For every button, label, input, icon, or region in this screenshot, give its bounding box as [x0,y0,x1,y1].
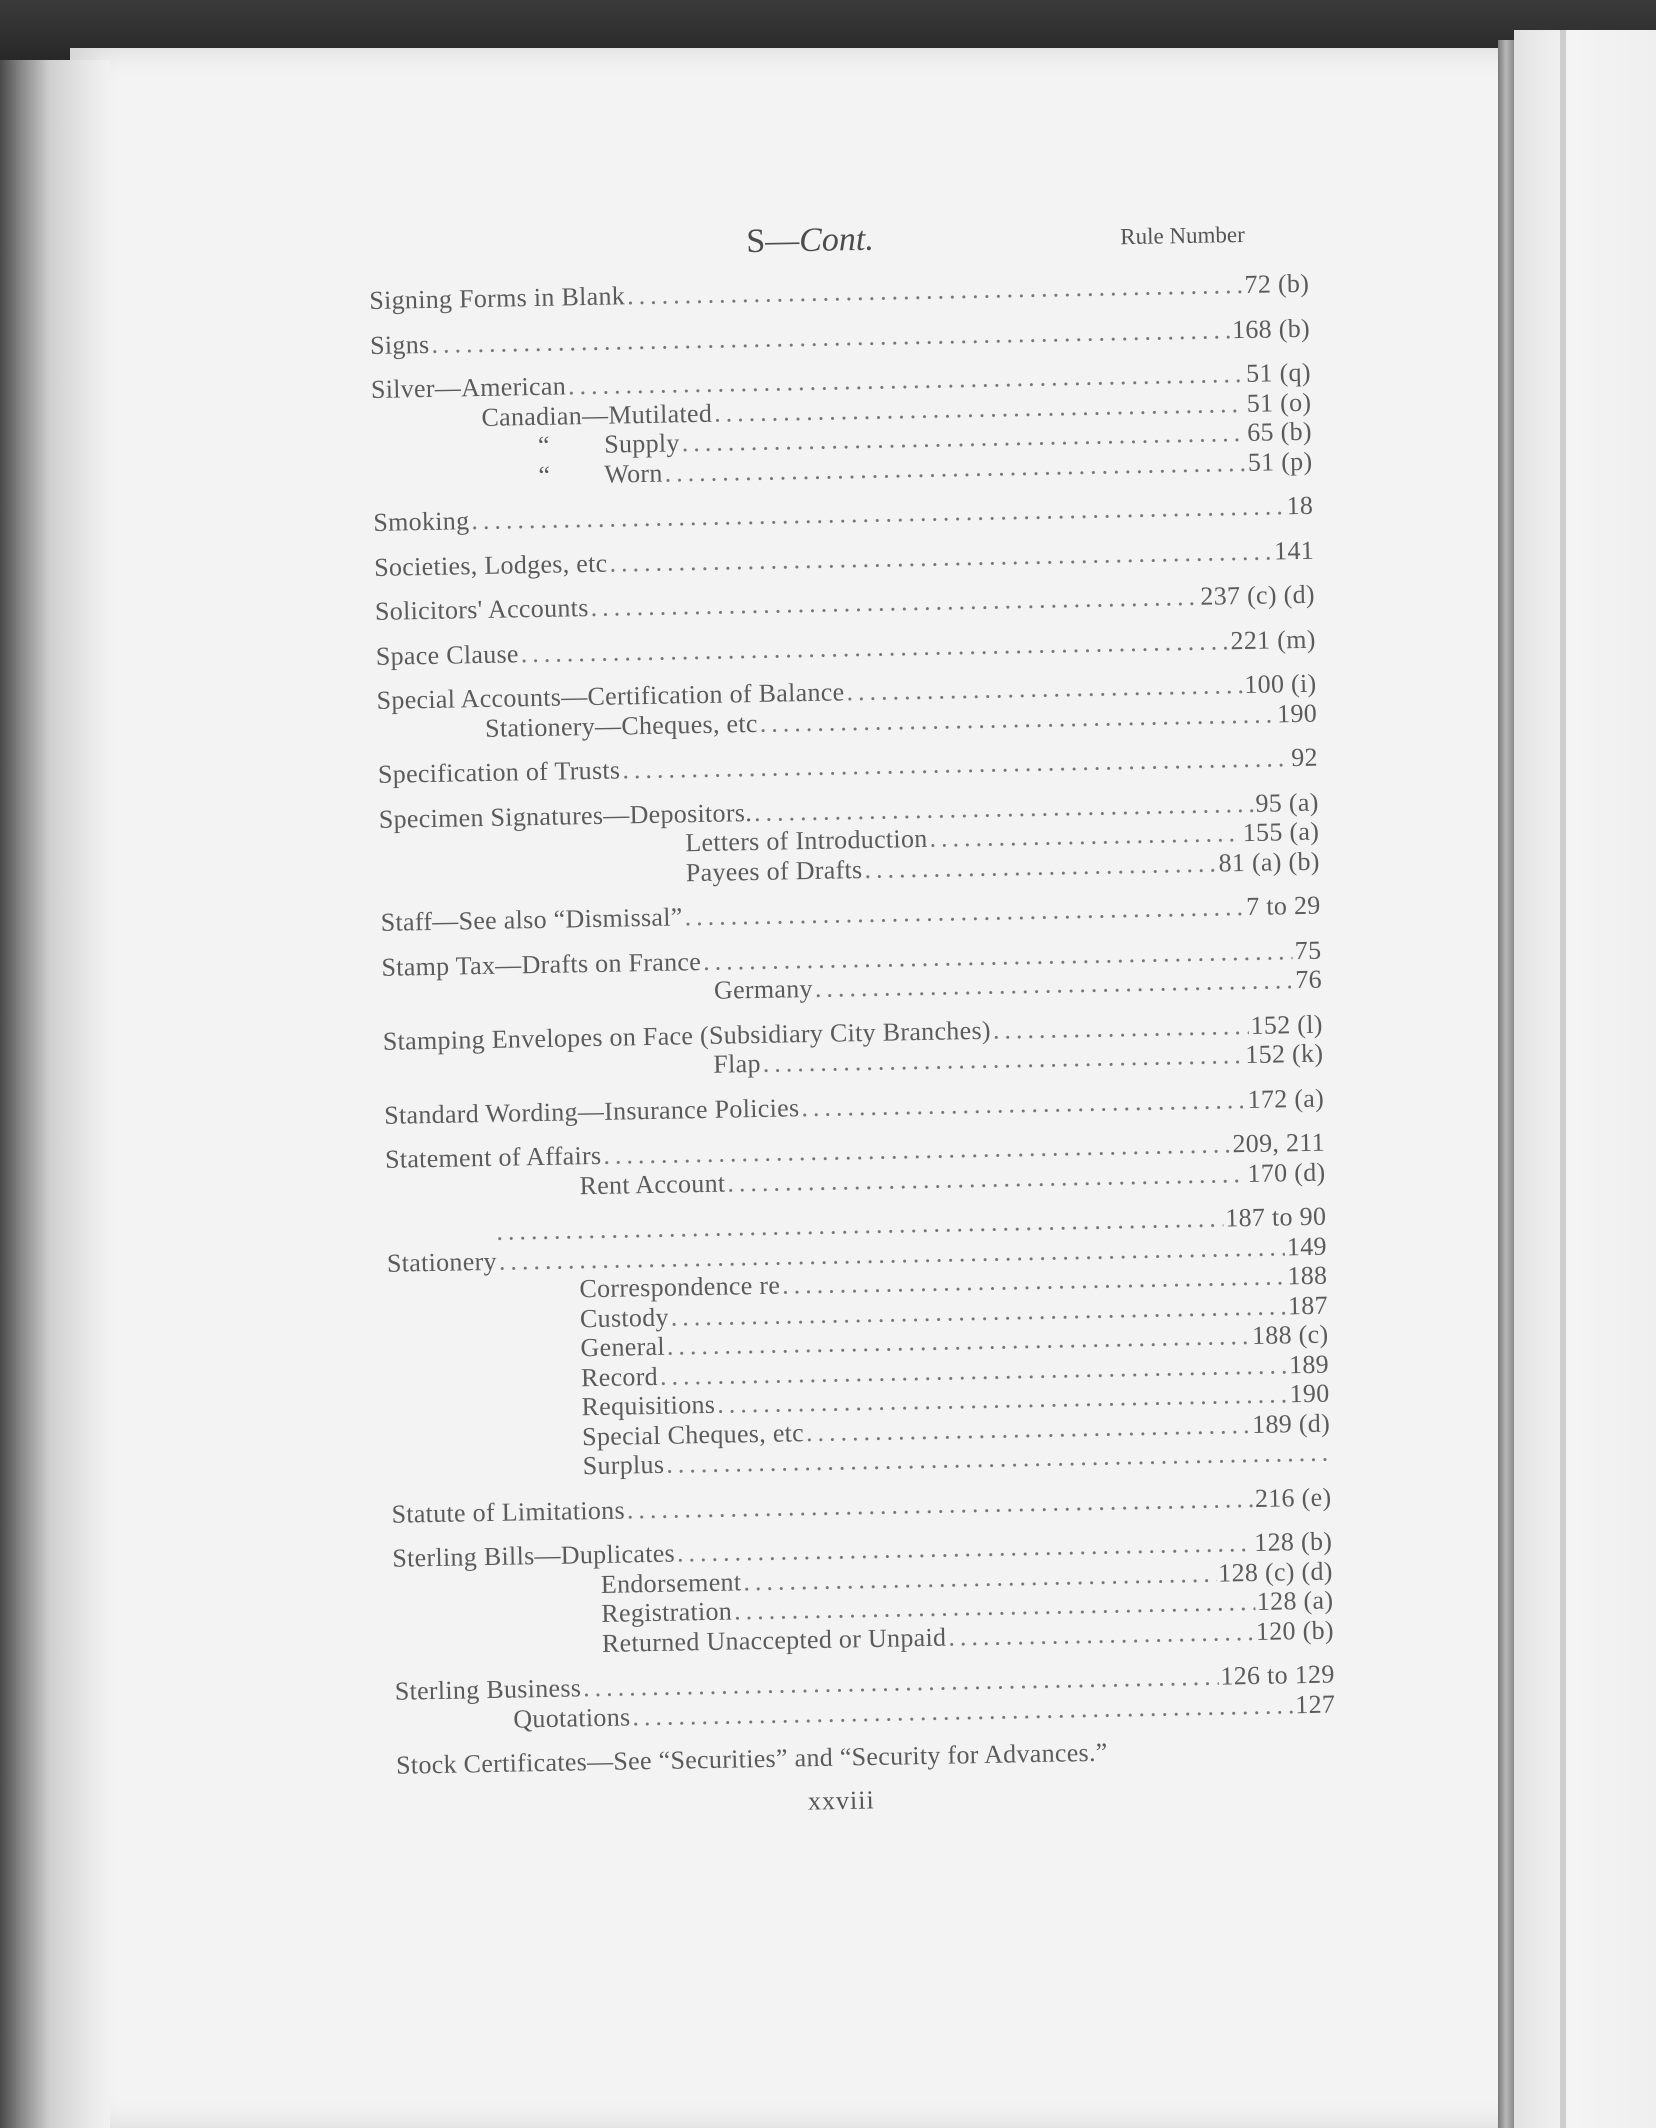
rule-number: 237 (c) (d) [1200,579,1316,611]
index-entry-group [379,787,1320,893]
index-entry-group [391,1482,1331,1529]
entry-label: Requisitions [581,1389,716,1422]
index-entry-group [396,1734,1336,1781]
dot-leader [622,743,1289,785]
rule-number: 216 (e) [1254,1482,1332,1513]
entry-label: Statute of Limitations [391,1495,626,1529]
rule-number: 221 (m) [1230,624,1316,655]
entry-label: Stationery [386,1246,498,1278]
rule-number: 51 (o) [1246,387,1312,418]
dot-leader [801,1085,1246,1123]
dot-leader [948,1617,1254,1653]
entry-label: Stamping Envelopes on Face (Subsidiary City Branches) [382,1015,992,1056]
entry-label: Endorsement [600,1566,742,1599]
rule-number: 81 (a) (b) [1218,846,1320,878]
index-entry-group [371,358,1313,493]
next-page-edge [1514,30,1656,2128]
entry-label: Letters of Introduction [685,823,928,858]
page-number: xxviii [807,1785,875,1816]
index-entry [380,891,1320,938]
dot-leader [684,892,1244,932]
entry-label: Signs [369,329,430,360]
index-entry-group [385,1128,1326,1204]
index-entry [373,491,1313,538]
entry-label: Stock Certificates—See “Securities” and “Security for Advances.” [395,1737,1108,1780]
index-entry-group [378,743,1318,790]
entry-label: Record [580,1361,659,1392]
entry-label: Custody [579,1302,670,1333]
rule-number: 152 (k) [1245,1038,1324,1070]
entry-label: Registration [601,1596,733,1628]
entry-label: Stamp Tax—Drafts on France [381,946,702,982]
index-entry-group [374,535,1314,582]
rule-number: 168 (b) [1231,313,1311,344]
entry-label: Quotations [513,1701,631,1734]
rule-number: 100 (i) [1244,668,1317,700]
entry-label: Payees of Drafts [685,854,863,887]
dot-leader [627,1483,1254,1524]
entry-label: Canadian—Mutilated [481,398,713,432]
rule-number: 190 [1276,698,1318,728]
rule-number: 75 [1294,935,1322,965]
index-entry [396,1734,1336,1781]
rule-number: 128 (a) [1256,1585,1334,1616]
rule-number: 128 (c) (d) [1217,1556,1333,1588]
rule-number: 170 (d) [1247,1157,1326,1188]
dot-leader [431,315,1230,360]
rule-number: 152 (l) [1250,1009,1323,1040]
rule-number: 190 [1289,1378,1330,1409]
index-entry [376,624,1316,671]
rule-number-column-label: Rule Number [1120,221,1246,250]
rule-number: 155 (a) [1242,816,1320,848]
heading-letter: S— [745,222,800,261]
rule-number: 76 [1295,964,1323,995]
rule-number: 65 (b) [1246,416,1313,447]
entry-label: Returned Unaccepted or Unpaid [601,1622,947,1658]
entry-label: “ Supply [537,428,680,460]
entry-label: Societies, Lodges, etc [373,548,608,582]
index-entry [378,743,1318,790]
index-entry-group [392,1527,1334,1662]
entry-label: Stationery—Cheques, etc [484,708,758,743]
index-entry-group [373,491,1313,538]
rule-number: 188 [1287,1260,1328,1291]
rule-number: 149 [1286,1231,1328,1261]
rule-number: 7 to 29 [1245,890,1321,922]
entry-label: Standard Wording—Insurance Policies [383,1092,800,1130]
index-entry-group [376,624,1316,671]
index-entry-group [384,1083,1324,1130]
rule-number: 127 [1294,1689,1336,1719]
dot-leader [609,536,1272,578]
rule-number: 18 [1286,490,1314,521]
entry-label: Sterling Bills—Duplicates [392,1538,676,1573]
entry-label: Space Clause [375,638,520,671]
entry-label: Solicitors' Accounts [374,593,589,626]
entry-label: Surplus [582,1449,665,1481]
entry-label: Smoking [373,506,470,537]
entry-label: Flap [713,1048,762,1079]
rule-number: 172 (a) [1247,1083,1325,1114]
entry-label: Staff—See also “Dismissal” [380,902,683,937]
page-fold [1498,40,1514,2128]
rule-number: 126 to 129 [1220,1659,1335,1691]
rule-number: 72 (b) [1244,268,1310,299]
rule-number: 128 (b) [1254,1526,1333,1557]
section-heading [746,221,874,261]
entry-label: General [580,1331,666,1363]
index-entry [391,1482,1331,1529]
dot-leader [471,491,1285,536]
rule-number: 95 (a) [1255,787,1319,818]
dot-leader [864,848,1217,884]
entry-label: Signing Forms in Blank [369,281,626,315]
index-entry-group [386,1202,1331,1485]
index-entry [370,313,1310,360]
entry-label: Special Cheques, etc [581,1417,805,1451]
entry-label: Sterling Business [394,1673,582,1706]
index-entry-group [376,669,1317,745]
entry-label: Special Accounts—Certification of Balance [376,677,845,715]
index-entry [375,580,1315,627]
index-entry-group [370,313,1310,360]
entry-label: Specification of Trusts [377,755,621,789]
rule-number: 187 [1287,1290,1329,1320]
dot-leader [520,626,1228,669]
index-entry [374,535,1314,582]
rule-number: 141 [1273,535,1315,565]
entry-label: Germany [713,973,814,1005]
rule-number: 120 (b) [1255,1615,1335,1646]
entry-label: Specimen Signatures—Depositors. [378,797,753,834]
index-entry-group [375,580,1315,627]
next-page-shadow [1560,30,1566,2128]
rule-number: 189 (d) [1251,1408,1331,1439]
entry-label: Statement of Affairs [384,1140,602,1174]
dot-leader [590,582,1198,623]
rule-number: 51 (p) [1247,446,1313,477]
index-entry-group [383,1009,1324,1085]
entry-label: “ Worn [538,458,663,490]
index-entry-group [380,891,1320,938]
heading-cont: Cont. [798,220,875,260]
entry-label: Silver—American [370,371,567,404]
index-entry [384,1083,1324,1130]
index-entries [369,269,1336,1780]
rule-number: 51 (q) [1245,357,1312,388]
index-page-content [368,213,1337,1795]
rule-number: 189 [1288,1349,1330,1379]
entry-label: Rent Account [579,1168,726,1200]
index-entry-group [395,1660,1336,1736]
rule-number: 92 [1290,742,1319,773]
book-spine [0,60,110,2128]
index-entry-group [381,935,1322,1011]
rule-number: 209, 211 [1232,1127,1326,1159]
rule-number: 187 to 90 [1225,1201,1327,1233]
entry-label: Correspondence re [579,1270,781,1304]
rule-number: 188 (c) [1251,1319,1329,1350]
